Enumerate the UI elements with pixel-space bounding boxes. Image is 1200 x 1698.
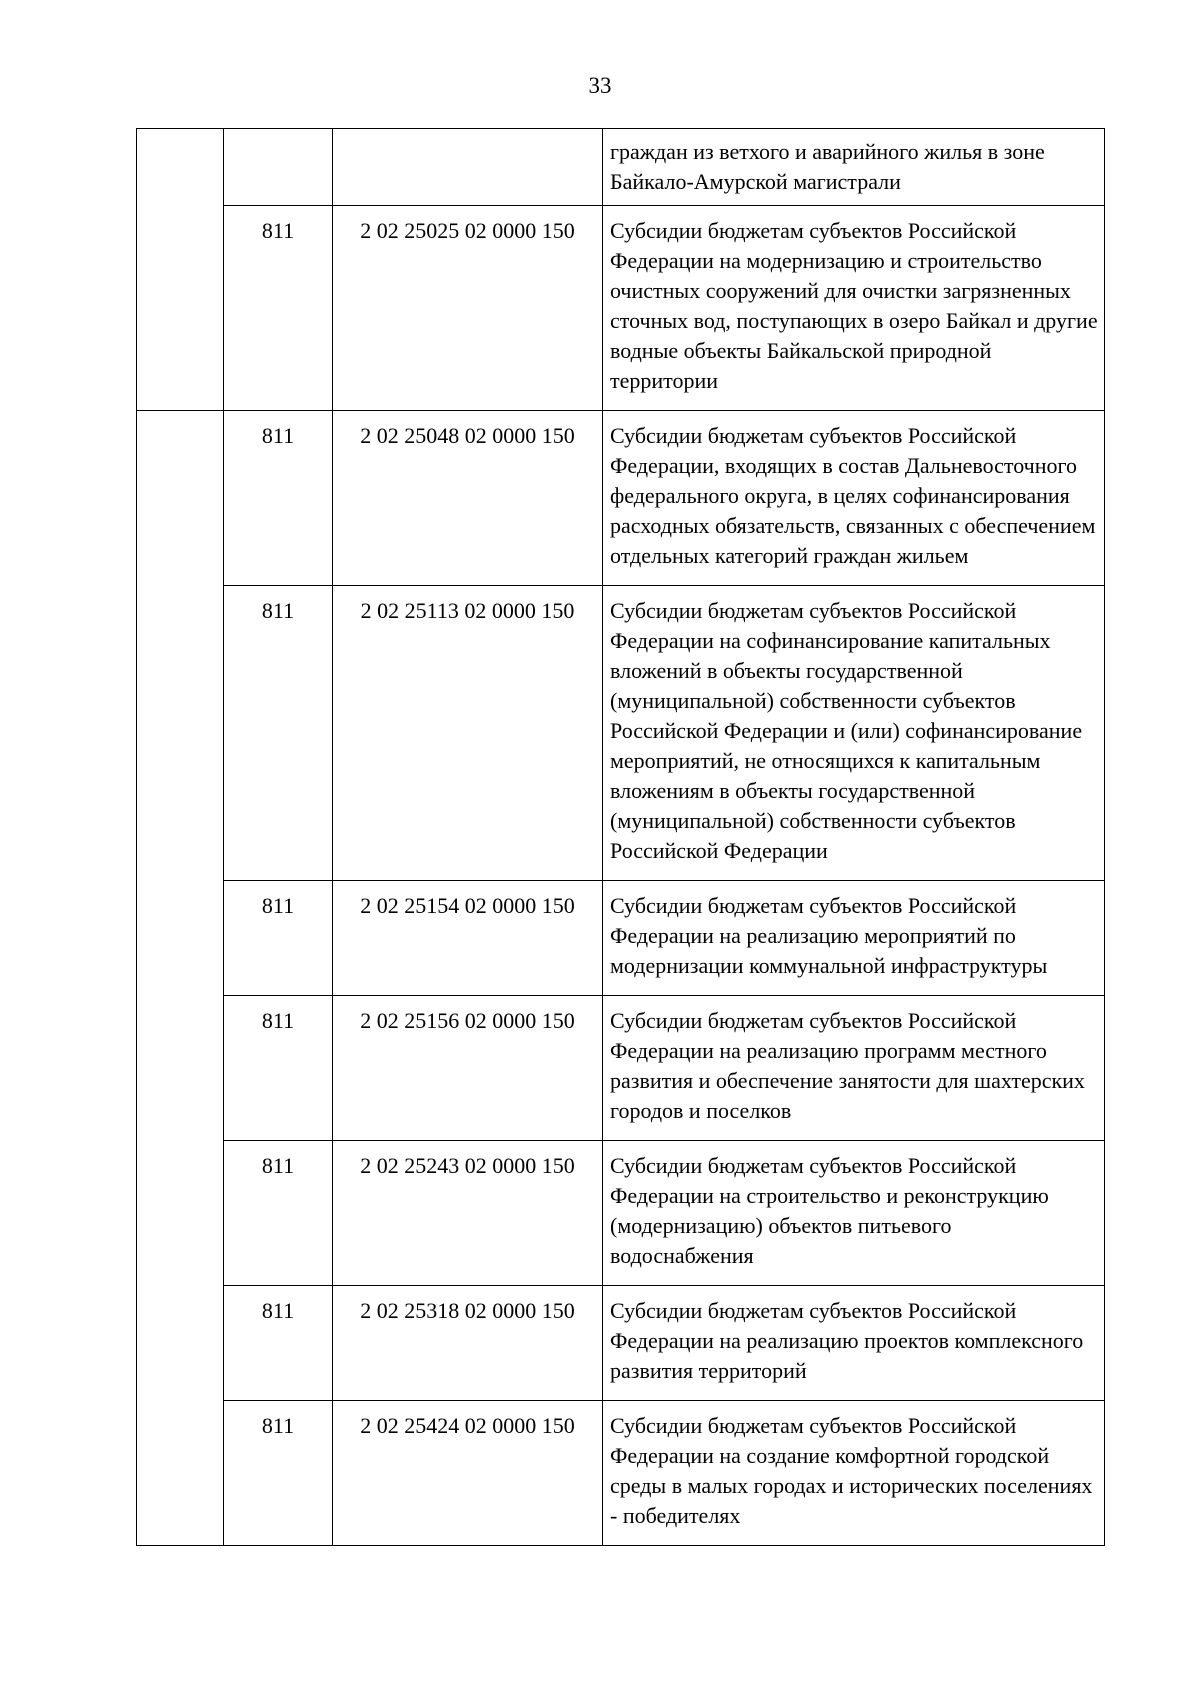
budget-code-cell: 2 02 25318 02 0000 150 xyxy=(333,1286,603,1401)
empty-cell xyxy=(137,881,224,996)
empty-cell xyxy=(137,1141,224,1286)
admin-code-cell: 811 xyxy=(224,206,333,411)
description-cell: Субсидии бюджетам субъектов Российской Федерации, входящих в состав Дальневосточного федерального округа, в целях софинансирования расходных обязательств, связанных с обеспечением отдельных категорий граждан жильем xyxy=(603,411,1105,586)
admin-code-cell: 811 xyxy=(224,996,333,1141)
budget-code-cell: 2 02 25025 02 0000 150 xyxy=(333,206,603,411)
admin-code-cell: 811 xyxy=(224,1141,333,1286)
table-row xyxy=(137,206,1105,411)
description-cell: Субсидии бюджетам субъектов Российской Федерации на модернизацию и строительство очистных сооружений для очистки загрязненных сточных вод, поступающих в озеро Байкал и другие водные объекты Байкальской природной территории xyxy=(603,206,1105,411)
table-row xyxy=(137,129,1105,206)
empty-cell xyxy=(137,1286,224,1401)
table-row xyxy=(137,1286,1105,1401)
empty-cell xyxy=(137,586,224,881)
description-cell: граждан из ветхого и аварийного жилья в зоне Байкало-Амурской магистрали xyxy=(603,129,1105,206)
admin-code-cell: 811 xyxy=(224,1286,333,1401)
budget-code-cell: 2 02 25113 02 0000 150 xyxy=(333,586,603,881)
table-row xyxy=(137,1401,1105,1546)
empty-cell xyxy=(137,206,224,411)
table-row xyxy=(137,586,1105,881)
description-cell: Субсидии бюджетам субъектов Российской Федерации на реализацию программ местного развития и обеспечение занятости для шахтерских городов и поселков xyxy=(603,996,1105,1141)
budget-code-cell: 2 02 25424 02 0000 150 xyxy=(333,1401,603,1546)
admin-code-cell: 811 xyxy=(224,586,333,881)
table-row xyxy=(137,1141,1105,1286)
budget-code-cell: 2 02 25048 02 0000 150 xyxy=(333,411,603,586)
description-cell: Субсидии бюджетам субъектов Российской Федерации на строительство и реконструкцию (модернизацию) объектов питьевого водоснабжения xyxy=(603,1141,1105,1286)
empty-cell xyxy=(137,411,224,586)
budget-code-cell: 2 02 25156 02 0000 150 xyxy=(333,996,603,1141)
budget-code-cell xyxy=(333,129,603,206)
description-cell: Субсидии бюджетам субъектов Российской Федерации на софинансирование капитальных вложений в объекты государственной (муниципальной) собственности субъектов Российской Федерации и (или) софинансирование мероприятий, не относящихся к капитальным вложениям в объекты государственной (муниципальной) собственности субъектов Российской Федерации xyxy=(603,586,1105,881)
table-row xyxy=(137,411,1105,586)
budget-code-cell: 2 02 25154 02 0000 150 xyxy=(333,881,603,996)
budget-code-cell: 2 02 25243 02 0000 150 xyxy=(333,1141,603,1286)
table-row xyxy=(137,881,1105,996)
empty-cell xyxy=(137,129,224,206)
budget-revenue-table xyxy=(136,128,1105,1546)
admin-code-cell: 811 xyxy=(224,411,333,586)
page-number: 33 xyxy=(588,73,612,98)
description-cell: Субсидии бюджетам субъектов Российской Федерации на создание комфортной городской среды в малых городах и исторических поселениях - победителях xyxy=(603,1401,1105,1546)
admin-code-cell xyxy=(224,129,333,206)
empty-cell xyxy=(137,1401,224,1546)
table-row xyxy=(137,996,1105,1141)
description-cell: Субсидии бюджетам субъектов Российской Федерации на реализацию проектов комплексного развития территорий xyxy=(603,1286,1105,1401)
description-cell: Субсидии бюджетам субъектов Российской Федерации на реализацию мероприятий по модернизации коммунальной инфраструктуры xyxy=(603,881,1105,996)
admin-code-cell: 811 xyxy=(224,1401,333,1546)
admin-code-cell: 811 xyxy=(224,881,333,996)
empty-cell xyxy=(137,996,224,1141)
